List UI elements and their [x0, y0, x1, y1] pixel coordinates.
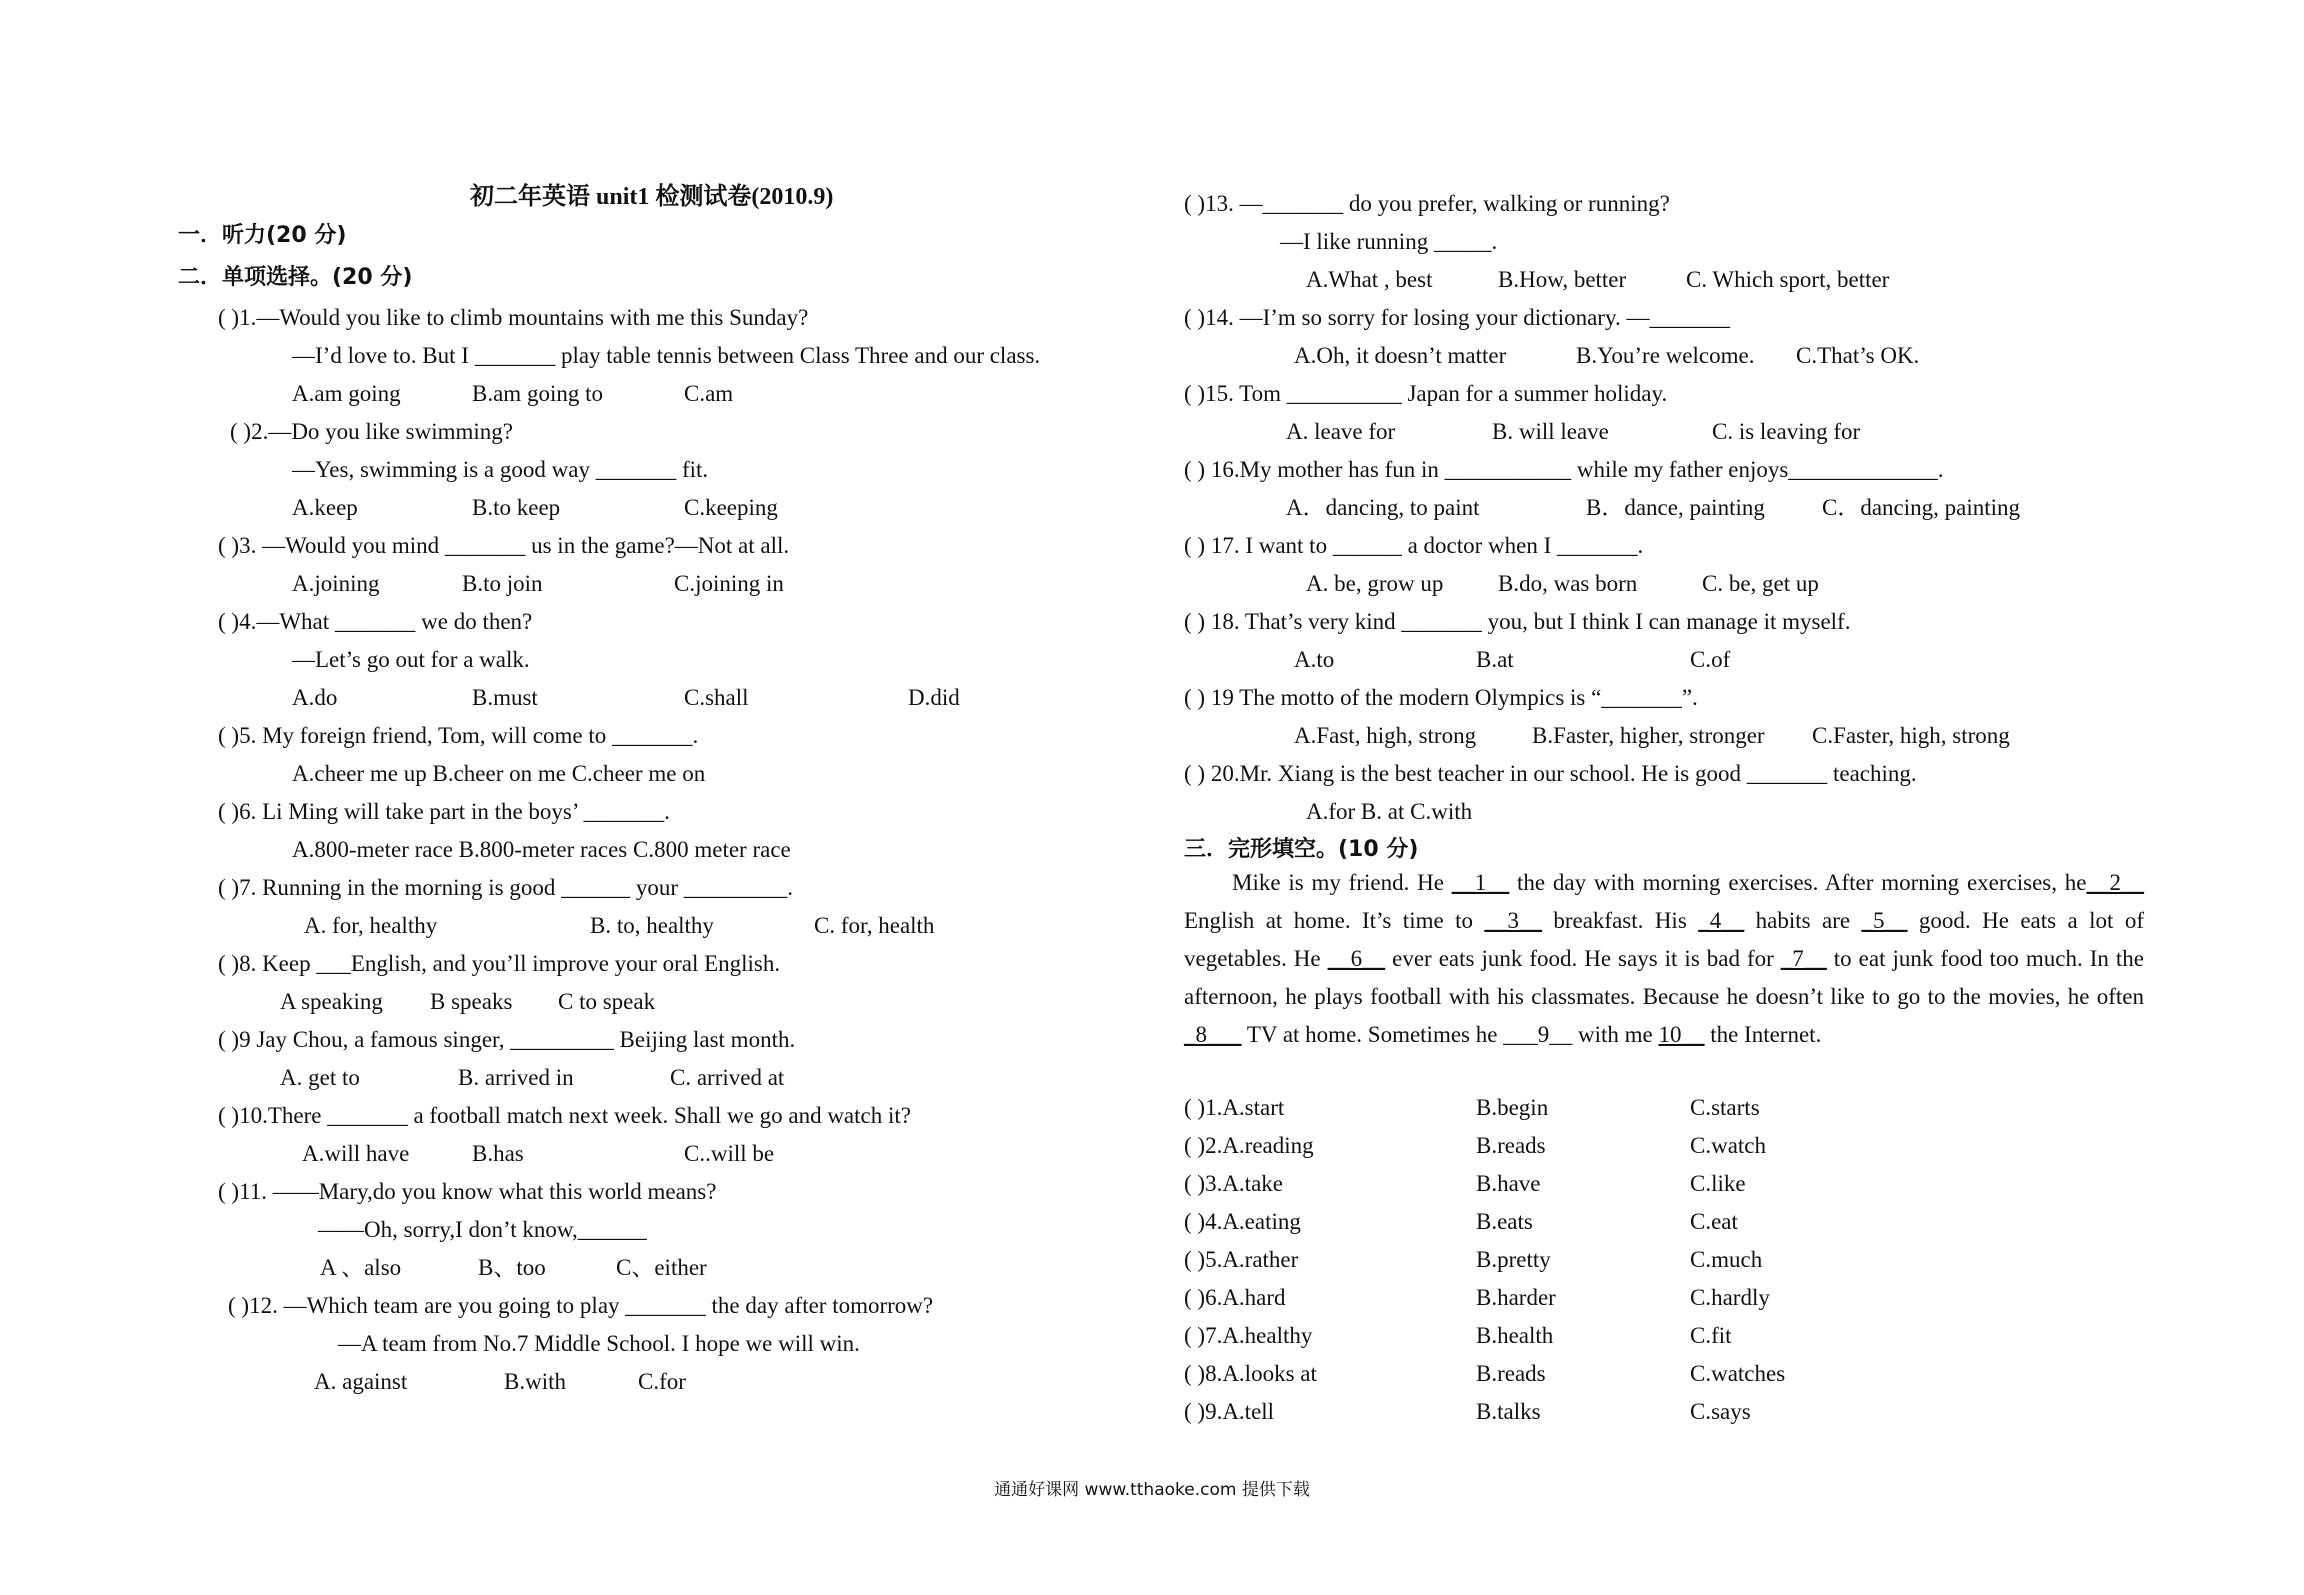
cloze-option-c: C.fit	[1690, 1323, 1732, 1348]
option: C．dancing, painting	[1822, 495, 2021, 520]
question-line: ( )10.There _______ a football match next week. Shall we go and watch it?	[218, 1103, 911, 1128]
option: A.What , best	[1306, 267, 1433, 292]
option: A 、also	[320, 1255, 402, 1280]
question-line: —I’d love to. But I _______ play table tennis between Class Three and our class.	[292, 343, 1041, 368]
option: A.will have	[302, 1141, 410, 1166]
option: B.to join	[462, 571, 543, 596]
blank-2: __2__	[2086, 870, 2144, 895]
question-line: —Yes, swimming is a good way _______ fit.	[292, 457, 709, 482]
passage-text: to eat junk food too much. In the afternoon, he plays football with his classmates. Because he doesn’t like to go to the movies, he often	[1184, 946, 2144, 1009]
option: A.joining	[292, 571, 380, 596]
question-line: A.for B. at C.with	[1306, 799, 1473, 824]
question-line: ( )15. Tom __________ Japan for a summer holiday.	[1184, 381, 1668, 406]
option: A.Fast, high, strong	[1294, 723, 1477, 748]
cloze-item: ( )3.A.take	[1184, 1171, 1283, 1196]
option: A.do	[292, 685, 338, 710]
option: B.How, better	[1498, 267, 1627, 292]
option: C.Faster, high, strong	[1812, 723, 2010, 748]
cloze-option-c: C.starts	[1690, 1095, 1760, 1120]
cloze-item: ( )4.A.eating	[1184, 1209, 1301, 1234]
question-line: ( )13. —_______ do you prefer, walking or running?	[1184, 191, 1670, 216]
option: B. will leave	[1492, 419, 1609, 444]
passage-text: ever eats junk food. He says it is bad for	[1385, 946, 1781, 971]
cloze-option-b: B.eats	[1476, 1209, 1533, 1234]
option: B.Faster, higher, stronger	[1532, 723, 1765, 748]
passage-text: habits are	[1744, 908, 1862, 933]
option: B.do, was born	[1498, 571, 1638, 596]
passage-text: breakfast. His	[1541, 908, 1699, 933]
question-line: ( )8. Keep ___English, and you’ll improve your oral English.	[218, 951, 781, 976]
option: A．dancing, to paint	[1286, 495, 1480, 520]
question-line: ( )5. My foreign friend, Tom, will come to _______.	[218, 723, 699, 748]
question-line: ( )14. —I’m so sorry for losing your dictionary. —_______	[1184, 305, 1730, 330]
cloze-option-b: B.begin	[1476, 1095, 1549, 1120]
section-cloze: 三．完形填空。(10 分)	[1184, 837, 1419, 862]
option: C.shall	[684, 685, 749, 710]
question-line: ( ) 19 The motto of the modern Olympics is “_______”.	[1184, 685, 1698, 710]
section-listening: 一．听力(20 分)	[178, 223, 347, 248]
option: A speaking	[280, 989, 383, 1014]
option: C.for	[638, 1369, 686, 1394]
option: C.That’s OK.	[1796, 343, 1920, 368]
cloze-option-c: C.hardly	[1690, 1285, 1770, 1310]
passage-text: the Internet.	[1704, 1022, 1822, 1047]
passage-text: good. He eats a lot of vegetables. He	[1184, 908, 2145, 971]
question-line: A.cheer me up B.cheer on me C.cheer me on	[292, 761, 706, 786]
cloze-option-b: B.pretty	[1476, 1247, 1551, 1272]
option: A.am going	[292, 381, 401, 406]
option: B.You’re welcome.	[1576, 343, 1755, 368]
question-line: ( )7. Running in the morning is good ______ your _________.	[218, 875, 793, 900]
cloze-item: ( )8.A.looks at	[1184, 1361, 1317, 1386]
cloze-option-b: B.harder	[1476, 1285, 1556, 1310]
passage-text: the day with morning exercises. After morning exercises, he	[1509, 870, 2087, 895]
option: C. arrived at	[670, 1065, 785, 1090]
question-line: ( )11. ——Mary,do you know what this world means?	[218, 1179, 717, 1204]
option: A.keep	[292, 495, 358, 520]
section-single-choice: 二．单项选择。(20 分)	[178, 265, 413, 290]
option: A. for, healthy	[304, 913, 438, 938]
cloze-option-b: B.reads	[1476, 1361, 1546, 1386]
option: B．dance, painting	[1586, 495, 1765, 520]
cloze-item: ( )5.A.rather	[1184, 1247, 1299, 1272]
blank-5: _5__	[1861, 908, 1908, 933]
question-line: ( )2.—Do you like swimming?	[230, 419, 513, 444]
passage-text: Mike is my friend. He	[1232, 870, 1452, 895]
option: B. to, healthy	[590, 913, 714, 938]
blank-1: __1__	[1451, 870, 1510, 895]
cloze-option-b: B.health	[1476, 1323, 1554, 1348]
option: C.of	[1690, 647, 1731, 672]
cloze-item: ( )9.A.tell	[1184, 1399, 1275, 1424]
option: C to speak	[558, 989, 656, 1014]
option: B.has	[472, 1141, 524, 1166]
cloze-item: ( )1.A.start	[1184, 1095, 1285, 1120]
question-line: ——Oh, sorry,I don’t know,______	[318, 1217, 647, 1242]
question-line: —A team from No.7 Middle School. I hope we will win.	[338, 1331, 860, 1356]
question-line: —I like running _____.	[1280, 229, 1498, 254]
option: B.with	[504, 1369, 566, 1394]
option: A. get to	[280, 1065, 360, 1090]
cloze-option-c: C.like	[1690, 1171, 1746, 1196]
passage-text: English at home. It’s time to	[1184, 908, 1485, 933]
question-line: —Let’s go out for a walk.	[292, 647, 530, 672]
option: A.Oh, it doesn’t matter	[1294, 343, 1507, 368]
question-line: ( )3. —Would you mind _______ us in the game?—Not at all.	[218, 533, 790, 558]
question-line: ( ) 18. That’s very kind _______ you, but I think I can manage it myself.	[1184, 609, 1851, 634]
option: C..will be	[684, 1141, 775, 1166]
cloze-option-c: C.watches	[1690, 1361, 1786, 1386]
option: B.am going to	[472, 381, 603, 406]
option: C.keeping	[684, 495, 778, 520]
option: C.am	[684, 381, 734, 406]
cloze-option-b: B.talks	[1476, 1399, 1541, 1424]
question-line: ( )6. Li Ming will take part in the boys’ _______.	[218, 799, 670, 824]
option: C. for, health	[814, 913, 935, 938]
option: B speaks	[430, 989, 513, 1014]
question-line: A.800-meter race B.800-meter races C.800 meter race	[292, 837, 791, 862]
option: B. arrived in	[458, 1065, 574, 1090]
page-title: 初二年英语 unit1 检测试卷(2010.9)	[470, 184, 834, 210]
option: C.joining in	[674, 571, 784, 596]
passage-text: TV at home. Sometimes he ___9__ with me	[1241, 1022, 1659, 1047]
cloze-item: ( )7.A.healthy	[1184, 1323, 1313, 1348]
option: B、too	[478, 1255, 546, 1280]
option: B.to keep	[472, 495, 561, 520]
option: A.to	[1294, 647, 1335, 672]
option: A. against	[314, 1369, 408, 1394]
option: B.must	[472, 685, 538, 710]
option: A. be, grow up	[1306, 571, 1444, 596]
blank-3: __3__	[1484, 908, 1542, 933]
cloze-option-c: C.says	[1690, 1399, 1751, 1424]
option: C. be, get up	[1702, 571, 1819, 596]
footer-source: 通通好课网 www.tthaoke.com 提供下载	[994, 1480, 1310, 1500]
option: B.at	[1476, 647, 1514, 672]
cloze-option-b: B.reads	[1476, 1133, 1546, 1158]
option: C. Which sport, better	[1686, 267, 1890, 292]
cloze-option-c: C.watch	[1690, 1133, 1767, 1158]
question-line: ( ) 20.Mr. Xiang is the best teacher in our school. He is good _______ teaching.	[1184, 761, 1917, 786]
question-line: ( )12. —Which team are you going to play _______ the day after tomorrow?	[228, 1293, 934, 1318]
cloze-passage	[1184, 864, 2144, 1054]
question-line: ( )4.—What _______ we do then?	[218, 609, 533, 634]
blank-8: _8___	[1184, 1022, 1242, 1047]
option: A. leave for	[1286, 419, 1396, 444]
question-line: ( )1.—Would you like to climb mountains with me this Sunday?	[218, 305, 809, 330]
cloze-option-b: B.have	[1476, 1171, 1541, 1196]
blank-4: _4__	[1698, 908, 1745, 933]
option: D.did	[908, 685, 960, 710]
blank-10: 10__	[1658, 1022, 1705, 1047]
question-line: ( )9 Jay Chou, a famous singer, _________ Beijing last month.	[218, 1027, 796, 1052]
cloze-option-c: C.eat	[1690, 1209, 1738, 1234]
question-line: ( ) 16.My mother has fun in ___________ while my father enjoys_____________.	[1184, 457, 1944, 482]
option: C. is leaving for	[1712, 419, 1861, 444]
cloze-item: ( )2.A.reading	[1184, 1133, 1314, 1158]
cloze-item: ( )6.A.hard	[1184, 1285, 1286, 1310]
question-line: ( ) 17. I want to ______ a doctor when I _______.	[1184, 533, 1644, 558]
option: C、either	[616, 1255, 707, 1280]
blank-6: __6__	[1327, 946, 1386, 971]
cloze-option-c: C.much	[1690, 1247, 1763, 1272]
blank-7: _7__	[1780, 946, 1827, 971]
